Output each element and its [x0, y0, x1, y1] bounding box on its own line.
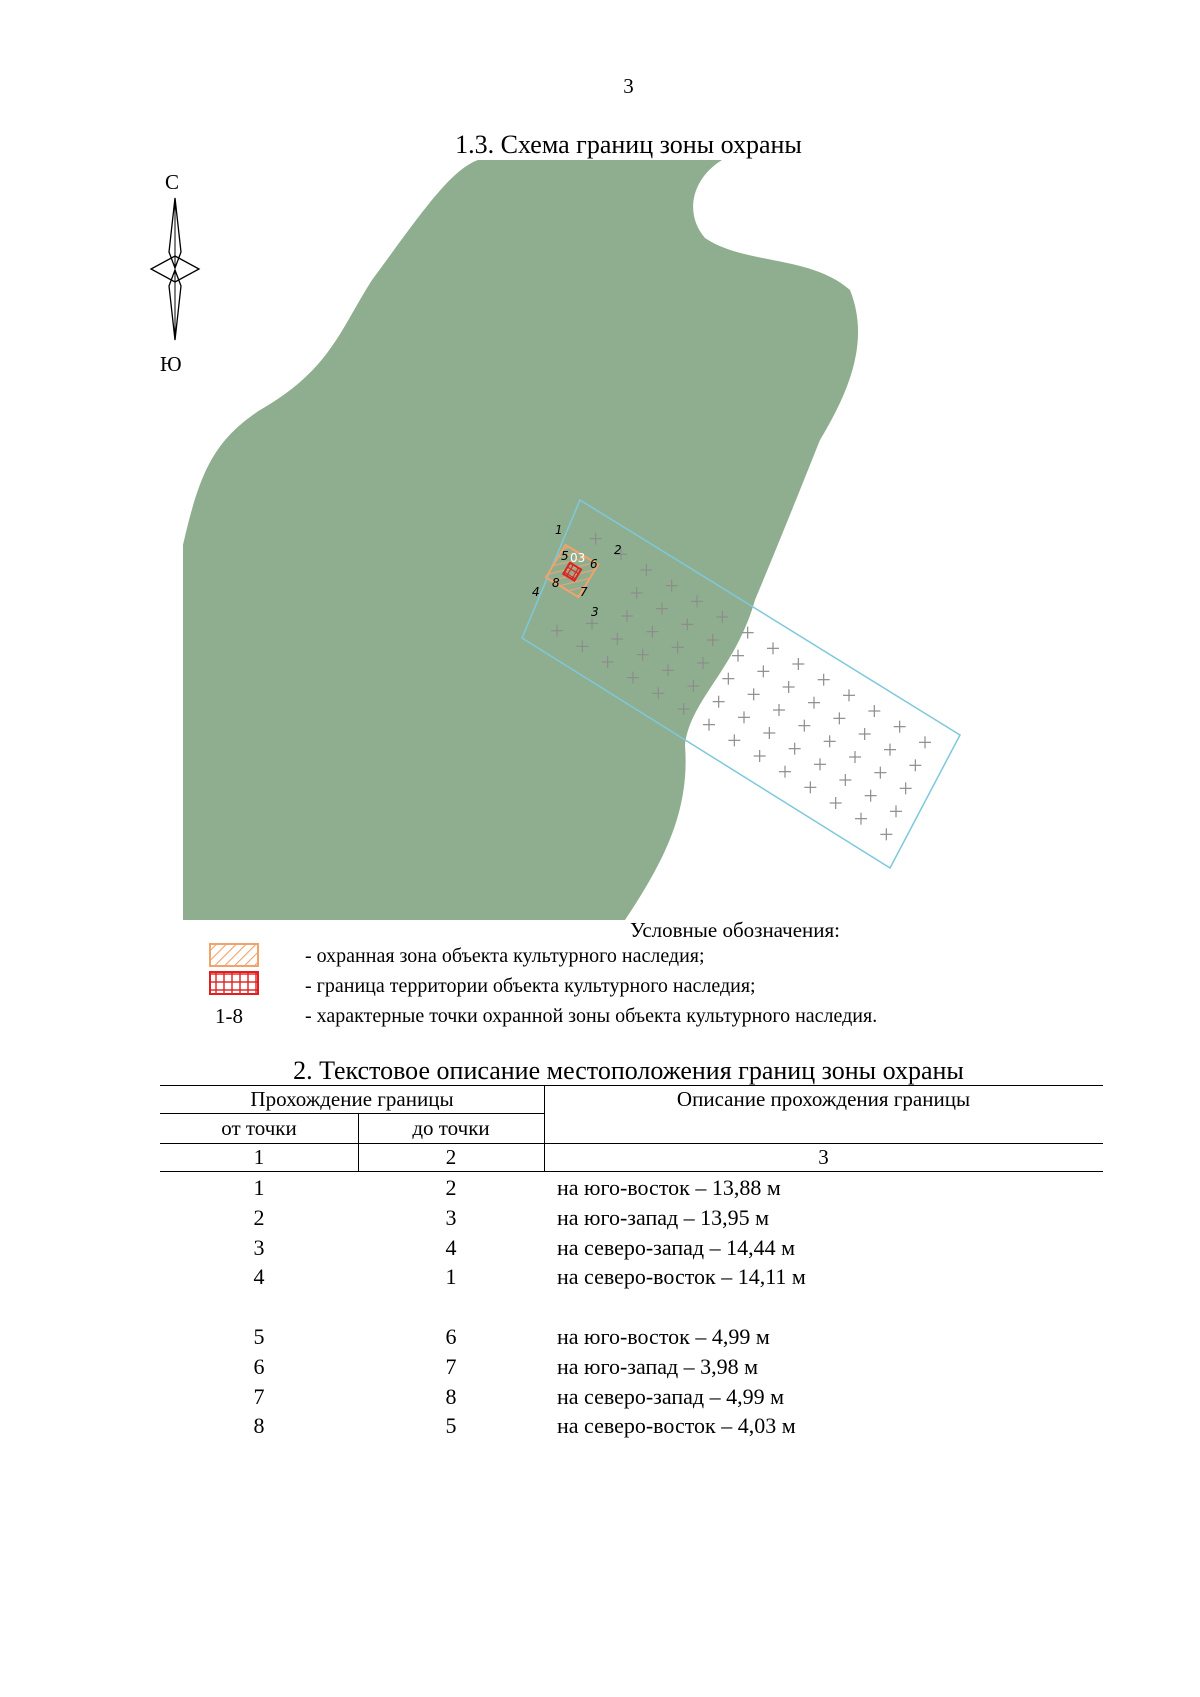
compass-north-label: С: [165, 170, 180, 194]
table-header-to: до точки: [412, 1116, 490, 1140]
legend-item-1: - охранная зона объекта культурного наследия;: [305, 945, 705, 967]
legend-item-2: - граница территории объекта культурного наследия;: [305, 975, 756, 997]
legend-heading: Условные обозначения:: [629, 918, 841, 942]
table-cell-desc: на юго-запад – 3,98 м: [557, 1354, 759, 1379]
table-cell-to: 7: [445, 1354, 457, 1379]
table-colnum-1: 1: [253, 1145, 265, 1169]
legend-item-3: - характерные точки охранной зоны объекта культурного наследия.: [305, 1005, 878, 1027]
table-cell-from: 2: [253, 1205, 265, 1230]
table-cell-from: 5: [253, 1324, 265, 1349]
legend-points-symbol: 1-8: [215, 1004, 243, 1028]
table-header-group: Прохождение границы: [250, 1087, 454, 1111]
table-cell-to: 6: [445, 1324, 457, 1349]
table-cell-desc: на северо-восток – 14,11 м: [557, 1264, 806, 1289]
point-label-6: 6: [590, 557, 598, 571]
table-cell-desc: на юго-восток – 4,99 м: [557, 1324, 770, 1349]
point-label-5: 5: [561, 549, 569, 563]
table-cell-to: 3: [445, 1205, 457, 1230]
greenery-area: [183, 160, 858, 920]
table-cell-desc: на северо-восток – 4,03 м: [557, 1413, 796, 1438]
table-cell-desc: на северо-запад – 14,44 м: [557, 1235, 796, 1260]
table-cell-from: 8: [253, 1413, 265, 1438]
point-label-3: 3: [591, 605, 599, 619]
table-cell-desc: на юго-запад – 13,95 м: [557, 1205, 770, 1230]
legend-symbols: [208, 942, 264, 998]
table-colnum-3: 3: [818, 1145, 829, 1169]
point-label-2: 2: [614, 543, 622, 557]
table-header-description: Описание прохождения границы: [676, 1087, 971, 1111]
table-cell-desc: на северо-запад – 4,99 м: [557, 1384, 785, 1409]
page-number: 3: [623, 74, 634, 98]
point-label-7: 7: [580, 585, 588, 599]
scheme-title: 1.3. Схема границ зоны охраны: [455, 130, 802, 159]
table-cell-from: 6: [253, 1354, 265, 1379]
table-cell-from: 7: [253, 1384, 265, 1409]
point-label-1: 1: [555, 523, 563, 537]
legend-territory-swatch: [210, 972, 258, 994]
compass-arrow-icon: [148, 196, 202, 342]
object-code-label: 03: [570, 551, 586, 565]
point-label-8: 8: [552, 576, 560, 590]
point-label-4: 4: [532, 585, 540, 599]
compass-south-label: Ю: [160, 352, 182, 376]
table-cell-to: 8: [445, 1384, 457, 1409]
table-cell-to: 5: [445, 1413, 457, 1438]
table-cell-to: 4: [445, 1235, 457, 1260]
legend-protection-zone-swatch: [210, 944, 258, 966]
table-cell-from: 4: [253, 1264, 265, 1289]
table-cell-desc: на юго-восток – 13,88 м: [557, 1175, 781, 1200]
table-colnum-2: 2: [445, 1145, 457, 1169]
section2-title: 2. Текстовое описание местоположения границ зоны охраны: [293, 1056, 964, 1085]
table-cell-from: 3: [253, 1235, 265, 1260]
table-cell-to: 2: [445, 1175, 457, 1200]
table-header-from: от точки: [221, 1116, 297, 1140]
table-cell-from: 1: [253, 1175, 265, 1200]
table-cell-to: 1: [445, 1264, 457, 1289]
